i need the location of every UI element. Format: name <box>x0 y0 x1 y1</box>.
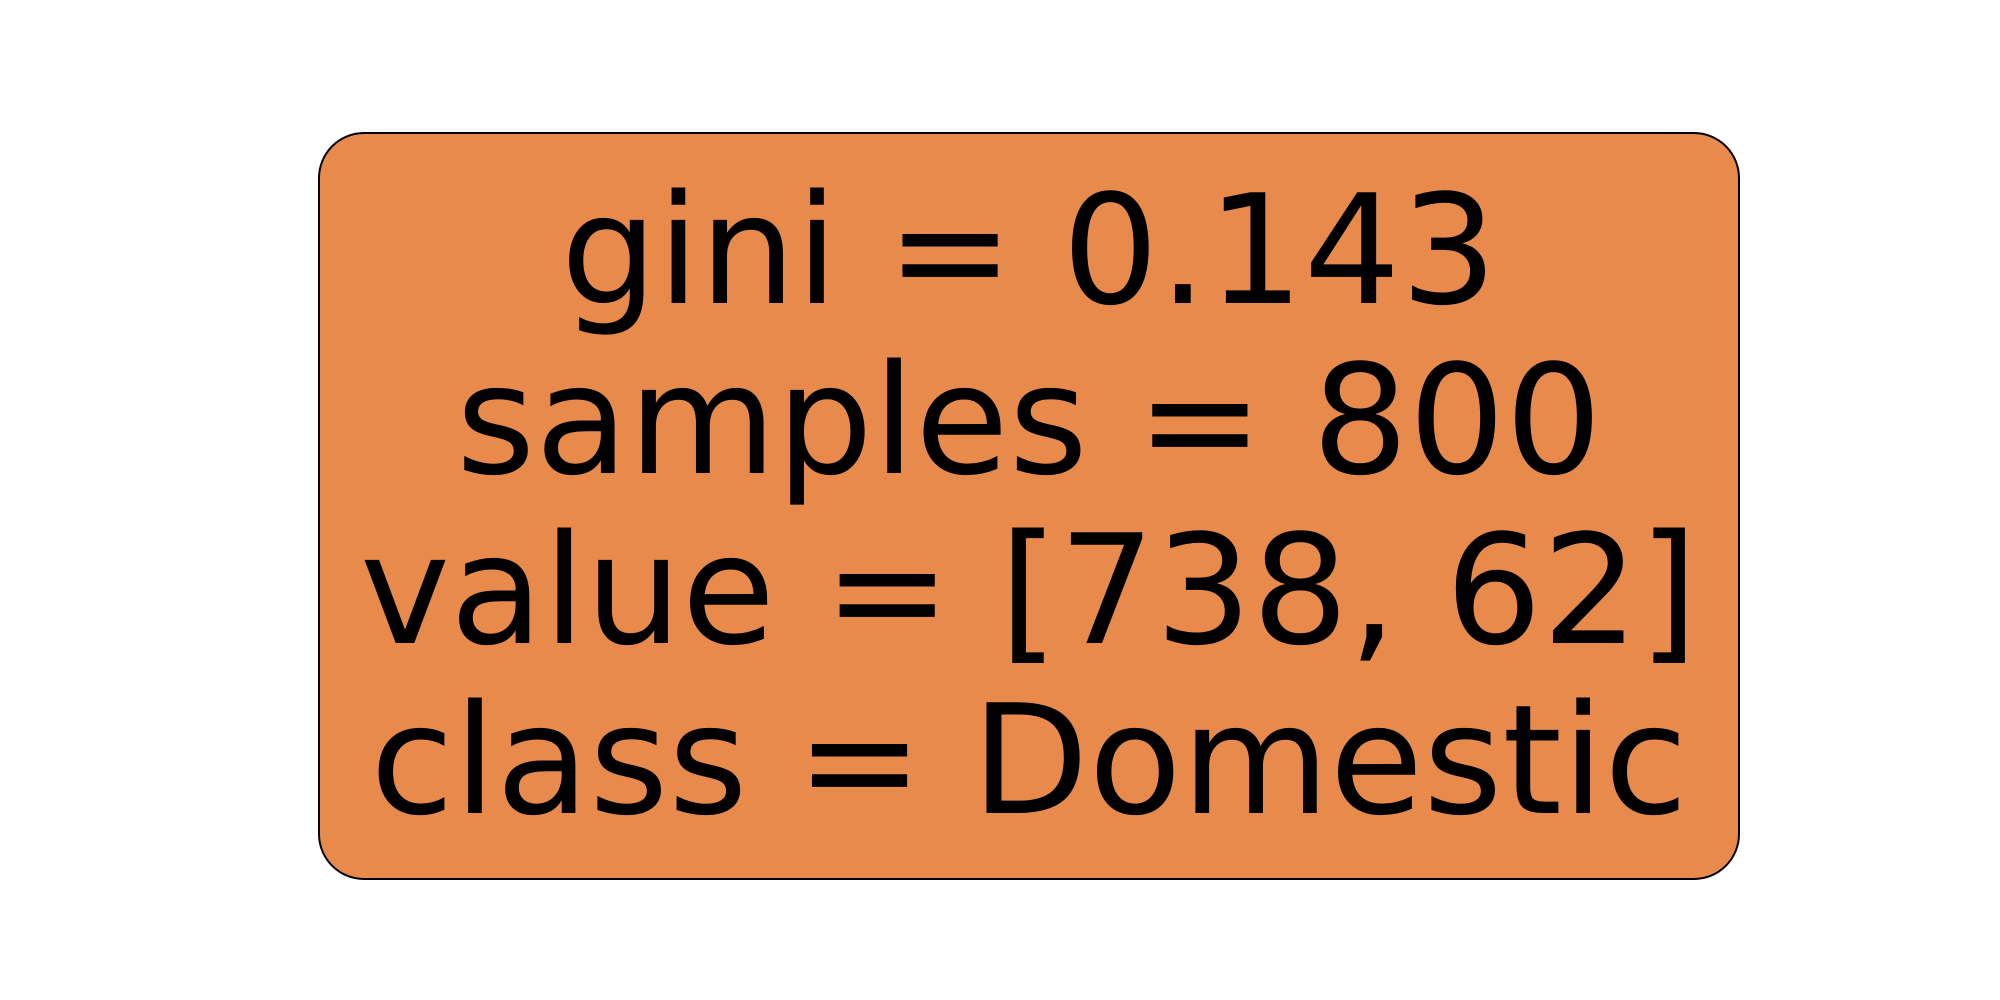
samples-label: samples = 800 <box>456 332 1602 509</box>
class-label: class = Domestic <box>370 672 1688 849</box>
gini-label: gini = 0.143 <box>560 162 1498 339</box>
value-label: value = [738, 62] <box>360 502 1698 679</box>
tree-node-box <box>318 132 1740 880</box>
